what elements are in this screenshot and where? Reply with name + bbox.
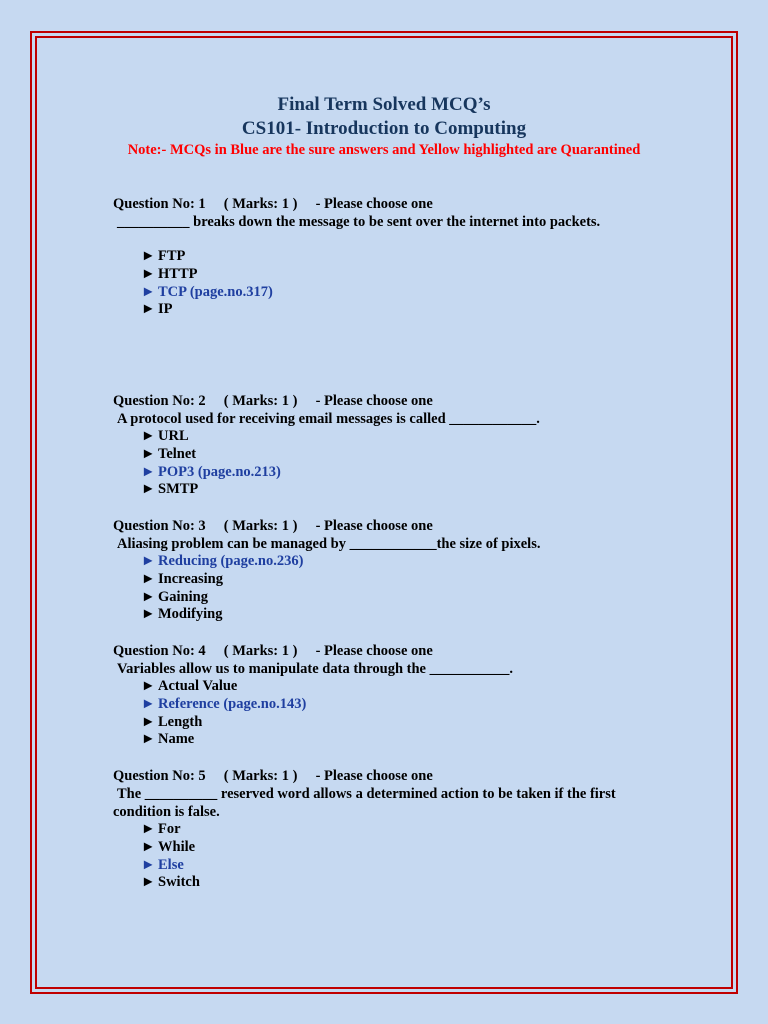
option-d xyxy=(141,731,673,749)
option-a xyxy=(141,678,673,696)
question-heading: Question No: 2 ( Marks: 1 ) - Please choose one xyxy=(113,393,433,409)
option-list xyxy=(141,428,673,499)
question-2 xyxy=(113,392,673,499)
option-label: HTTP xyxy=(158,265,198,282)
arrow-bullet-icon: ► xyxy=(141,463,156,480)
option-c-correct xyxy=(141,857,673,875)
option-label: Length xyxy=(158,713,203,730)
option-label: Increasing xyxy=(158,570,223,587)
arrow-bullet-icon: ► xyxy=(141,265,156,282)
question-heading: Question No: 5 ( Marks: 1 ) - Please choose one xyxy=(113,768,433,784)
question-text: The __________ reserved word allows a determined action to be taken if the first xyxy=(117,786,616,802)
option-label: Switch xyxy=(158,874,200,891)
question-text: __________ breaks down the message to be sent over the internet into packets. xyxy=(117,214,601,230)
question-4 xyxy=(113,642,673,749)
option-d xyxy=(141,481,673,499)
arrow-bullet-icon: ► xyxy=(141,838,156,855)
option-label: TCP (page.no.317) xyxy=(158,283,273,300)
question-text-continued: condition is false. xyxy=(113,804,220,820)
arrow-bullet-icon: ► xyxy=(141,570,156,587)
option-b xyxy=(141,266,673,284)
option-label: Reducing (page.no.236) xyxy=(158,553,304,569)
option-a xyxy=(141,248,673,266)
option-a-correct xyxy=(141,553,673,571)
option-label: Modifying xyxy=(158,606,223,623)
arrow-bullet-icon: ► xyxy=(141,428,156,444)
option-a xyxy=(141,428,673,446)
option-label: SMTP xyxy=(158,481,199,498)
option-label: Actual Value xyxy=(158,678,238,694)
option-label: For xyxy=(158,821,181,837)
question-heading: Question No: 4 ( Marks: 1 ) - Please choose one xyxy=(113,643,433,659)
document-title: Final Term Solved MCQ’s xyxy=(277,94,491,115)
option-d xyxy=(141,606,673,624)
option-c xyxy=(141,714,673,732)
option-list xyxy=(141,553,673,624)
option-label: URL xyxy=(158,428,189,444)
question-heading: Question No: 1 ( Marks: 1 ) - Please choose one xyxy=(113,196,433,212)
option-label: FTP xyxy=(158,248,186,264)
option-label: Gaining xyxy=(158,588,208,605)
option-d xyxy=(141,301,673,319)
option-list xyxy=(141,821,673,892)
arrow-bullet-icon: ► xyxy=(141,248,156,264)
arrow-bullet-icon: ► xyxy=(141,713,156,730)
arrow-bullet-icon: ► xyxy=(141,481,156,498)
option-a xyxy=(141,821,673,839)
option-c-correct xyxy=(141,464,673,482)
option-d xyxy=(141,874,673,892)
question-heading: Question No: 3 ( Marks: 1 ) - Please choose one xyxy=(113,518,433,534)
arrow-bullet-icon: ► xyxy=(141,606,156,623)
course-title: CS101- Introduction to Computing xyxy=(241,118,527,139)
question-5 xyxy=(113,767,673,892)
option-label: IP xyxy=(158,301,173,318)
option-label: Telnet xyxy=(158,445,197,462)
question-3 xyxy=(113,517,673,624)
question-text: Aliasing problem can be managed by ____________the size of pixels. xyxy=(117,536,541,552)
arrow-bullet-icon: ► xyxy=(141,445,156,462)
arrow-bullet-icon: ► xyxy=(141,874,156,891)
arrow-bullet-icon: ► xyxy=(141,301,156,318)
option-label: Else xyxy=(158,856,184,873)
arrow-bullet-icon: ► xyxy=(141,678,156,694)
option-c xyxy=(141,589,673,607)
arrow-bullet-icon: ► xyxy=(141,283,156,300)
answer-note: Note:- MCQs in Blue are the sure answers and Yellow highlighted are Quarantined xyxy=(127,142,641,158)
arrow-bullet-icon: ► xyxy=(141,731,156,748)
option-label: POP3 (page.no.213) xyxy=(158,463,281,480)
option-b-correct xyxy=(141,696,673,714)
option-label: Name xyxy=(158,731,195,748)
option-b xyxy=(141,571,673,589)
arrow-bullet-icon: ► xyxy=(141,553,156,569)
arrow-bullet-icon: ► xyxy=(141,695,156,712)
question-1 xyxy=(113,195,673,319)
option-label: While xyxy=(158,838,196,855)
option-list xyxy=(141,678,673,749)
arrow-bullet-icon: ► xyxy=(141,821,156,837)
option-b xyxy=(141,839,673,857)
option-c-correct xyxy=(141,284,673,302)
arrow-bullet-icon: ► xyxy=(141,588,156,605)
option-b xyxy=(141,446,673,464)
question-text: A protocol used for receiving email messages is called ____________. xyxy=(117,411,540,427)
arrow-bullet-icon: ► xyxy=(141,856,156,873)
option-list xyxy=(141,248,673,319)
question-text: Variables allow us to manipulate data through the ___________. xyxy=(117,661,513,677)
option-label: Reference (page.no.143) xyxy=(158,695,307,712)
